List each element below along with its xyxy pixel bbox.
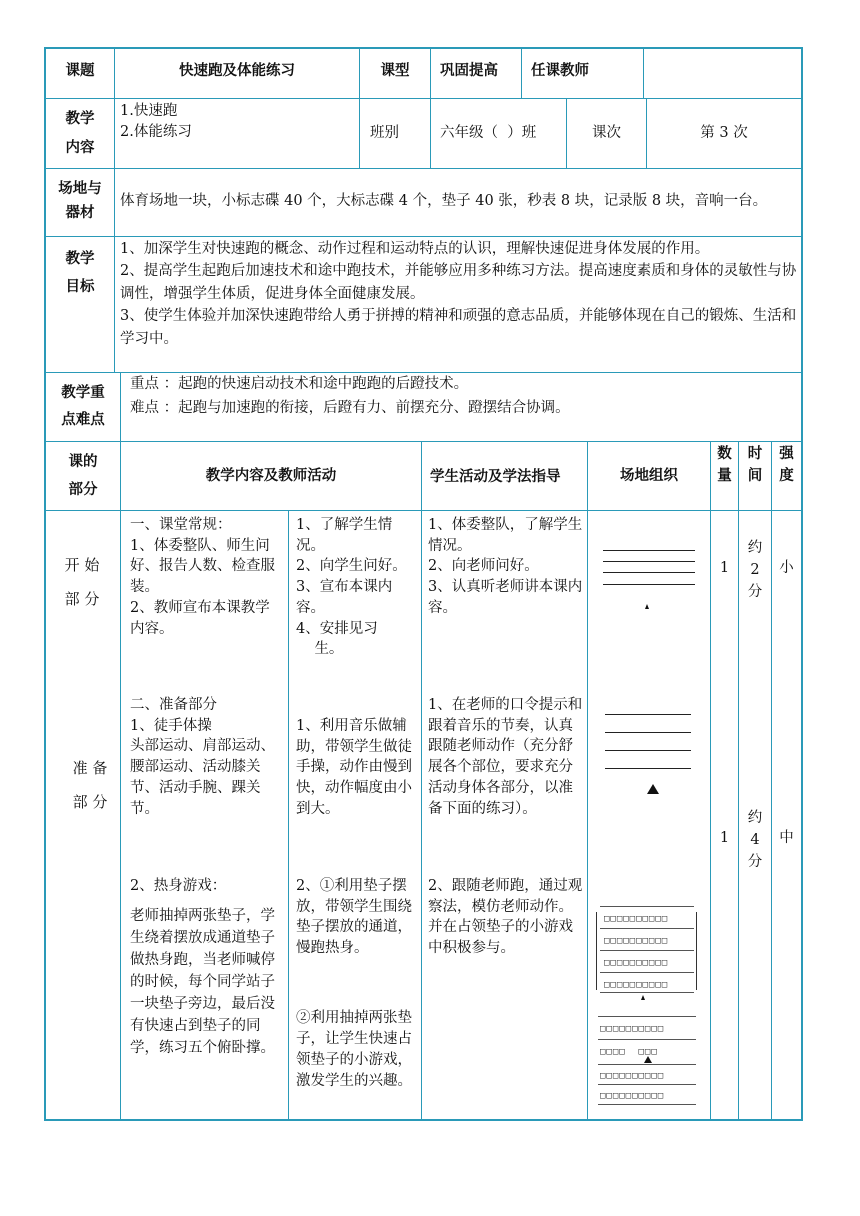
student-row-line (603, 584, 695, 585)
lane-line (600, 950, 694, 951)
row-separator (44, 372, 803, 373)
topic-label: 课题 (65, 63, 95, 79)
header-intensity: 强 度 (779, 446, 794, 484)
table-border-top (44, 47, 803, 49)
row-separator (44, 441, 803, 442)
header-time: 时 间 (747, 446, 763, 484)
teacher-triangle-icon (641, 995, 645, 1000)
header-count: 数 量 (717, 446, 732, 484)
mat-row: □□□□□□□□□□ (604, 980, 669, 990)
mat-row: □□□□□□□□□□ (604, 914, 669, 924)
mat-row: □□□□□□□□□□ (600, 1071, 665, 1081)
venue-content: 体育场地一块，小标志碟 40 个，大标志碟 4 个，垫子 40 张，秒表 8 块，记录版 8 块，音响一台。 (120, 193, 768, 209)
lesson-value: 第 3 次 (700, 125, 748, 141)
goals-label: 教学 目标 (65, 251, 95, 295)
lane-line (598, 1064, 696, 1065)
teacher-triangle-icon (647, 784, 659, 794)
prep-count: 1 (719, 830, 730, 846)
col-separator (710, 441, 711, 1121)
row-separator (44, 236, 803, 237)
topic-value: 快速跑及体能练习 (179, 63, 295, 79)
teacher-triangle-icon (644, 1056, 652, 1063)
game-student: 2、跟随老师跑，通过观察法，模仿老师动作。并在占领垫子的小游戏中积极参与。 (428, 878, 583, 957)
routine-time: 约 2 分 (747, 540, 763, 600)
routine-count: 1 (719, 560, 730, 576)
prep-student: 1、在老师的口令提示和跟着音乐的节奏，认真跟随老师动作（充分舒展各个部位，要求充分活动身体各部分，以准备下面的练习）。 (428, 697, 583, 817)
col-separator (421, 441, 422, 1121)
col-separator (643, 47, 644, 98)
routine-intensity: 小 (779, 560, 794, 576)
lane-line (598, 1039, 696, 1040)
student-row-line (605, 750, 691, 751)
routine-content: 一、课堂常规： 1、体委整队、师生问好、报告人数、检查服装。 2、教师宣布本课教学内容。 (130, 517, 275, 637)
table-border-bottom (44, 1119, 803, 1121)
lane-line (600, 972, 694, 973)
row-separator (44, 510, 803, 511)
header-teaching: 教学内容及教师活动 (205, 468, 337, 484)
keypoint-difficulty: 难点 ：起跑与加速跑的衔接，后蹬有力、前摆充分、蹬摆结合协调。 (130, 400, 570, 416)
mat-row: □□□□□□□□□□ (604, 936, 669, 946)
start-part-label: 开 始 部 分 (64, 556, 100, 608)
teacher-triangle-icon (645, 604, 649, 609)
header-student: 学生活动及学法指导 (430, 469, 561, 485)
table-border-right (801, 47, 803, 1121)
goals-content: 1、加深学生对快速跑的概念、动作过程和运动特点的认识，理解快速促进身体发展的作用。 2、提高学生起跑后加速技术和途中跑技术，并能够应用多种练习方法。提高速度素质和身体的灵敏性与协调性，增强学生体质，促进身体全面健康发展。 3、使学生体验并加深快速跑带给人勇于拼搏的精神和顽强的意志品质，并能够体现在自己的锻炼、生活和学习中。 (120, 241, 797, 347)
student-row-line (605, 714, 691, 715)
lane-line (600, 992, 694, 993)
prep-time: 约 4 分 (747, 810, 763, 870)
col-separator (771, 441, 772, 1121)
venue-label: 场地与 器材 (58, 181, 102, 221)
row-separator (44, 168, 803, 169)
lane-line (598, 1104, 696, 1105)
lane-arrow-icon (596, 912, 597, 990)
student-row-line (605, 732, 691, 733)
content-value: 1.快速跑 2.体能练习 (120, 103, 192, 140)
game-teacher-1: 2、①利用垫子摆放，带领学生围绕垫子摆放的通道，慢跑热身。 (296, 878, 412, 956)
class-label: 班别 (370, 125, 399, 141)
col-separator (120, 441, 121, 1121)
col-separator (120, 372, 121, 441)
type-value: 巩固提高 (440, 63, 498, 79)
lane-arrow-icon (696, 912, 697, 990)
lesson-label: 课次 (592, 125, 621, 141)
game-content: 老师抽掉两张垫子，学生绕着摆放成通道垫子做热身跑，当老师喊停的时候，每个同学站子一块垫子旁边，最后没有快速占到垫子的同学，练习五个俯卧撑。 (130, 908, 275, 1056)
lane-line (600, 928, 694, 929)
routine-teacher: 1、了解学生情况。 2、向学生问好。 3、宣布本课内容。 4、安排见习 生。 (296, 517, 407, 658)
header-venue: 场地组织 (620, 468, 678, 484)
student-row-line (603, 572, 695, 573)
prep-intensity: 中 (779, 830, 794, 846)
game-title: 2、热身游戏： (130, 878, 227, 894)
keypoint-key: 重点 ：起跑的快速启动技术和途中跑跑的后蹬技术。 (130, 376, 469, 392)
teacher-label: 任课教师 (531, 63, 589, 79)
student-row-line (603, 550, 695, 551)
routine-student: 1、体委整队，了解学生情况。 2、向老师问好。 3、认真听老师讲本课内容。 (428, 517, 583, 616)
col-separator (288, 510, 289, 1121)
header-part: 课的 部分 (68, 454, 98, 498)
keypoints-label: 教学重 点难点 (61, 385, 105, 428)
prep-part-label: 准 备 部 分 (72, 759, 108, 811)
lane-line (598, 1084, 696, 1085)
mat-row: □□□□ □□□ (600, 1047, 658, 1057)
game-teacher-2: ②利用抽掉两张垫子，让学生快速占领垫子的小游戏，激发学生的兴趣。 (296, 1010, 412, 1089)
mat-row: □□□□□□□□□□ (600, 1091, 665, 1101)
col-separator (114, 168, 115, 372)
col-separator (587, 441, 588, 1121)
student-row-line (603, 561, 695, 562)
col-separator (430, 47, 431, 168)
content-label: 教学 内容 (65, 111, 95, 156)
type-label: 课型 (380, 63, 410, 79)
mat-row: □□□□□□□□□□ (600, 1024, 665, 1034)
lane-line (598, 1016, 696, 1017)
col-separator (521, 47, 522, 98)
prep-content: 二、准备部分 1、徒手体操 头部运动、肩部运动、腰部运动、活动膝关节、活动手腕、踝关节。 (130, 697, 275, 817)
student-row-line (605, 768, 691, 769)
lane-line (600, 906, 694, 907)
prep-teacher: 1、利用音乐做辅助，带领学生做徒手操，动作由慢到快，动作幅度由小到大。 (296, 718, 412, 817)
row-separator (44, 98, 803, 99)
class-value: 六年级（ ）班 (440, 125, 537, 141)
mat-row: □□□□□□□□□□ (604, 958, 669, 968)
